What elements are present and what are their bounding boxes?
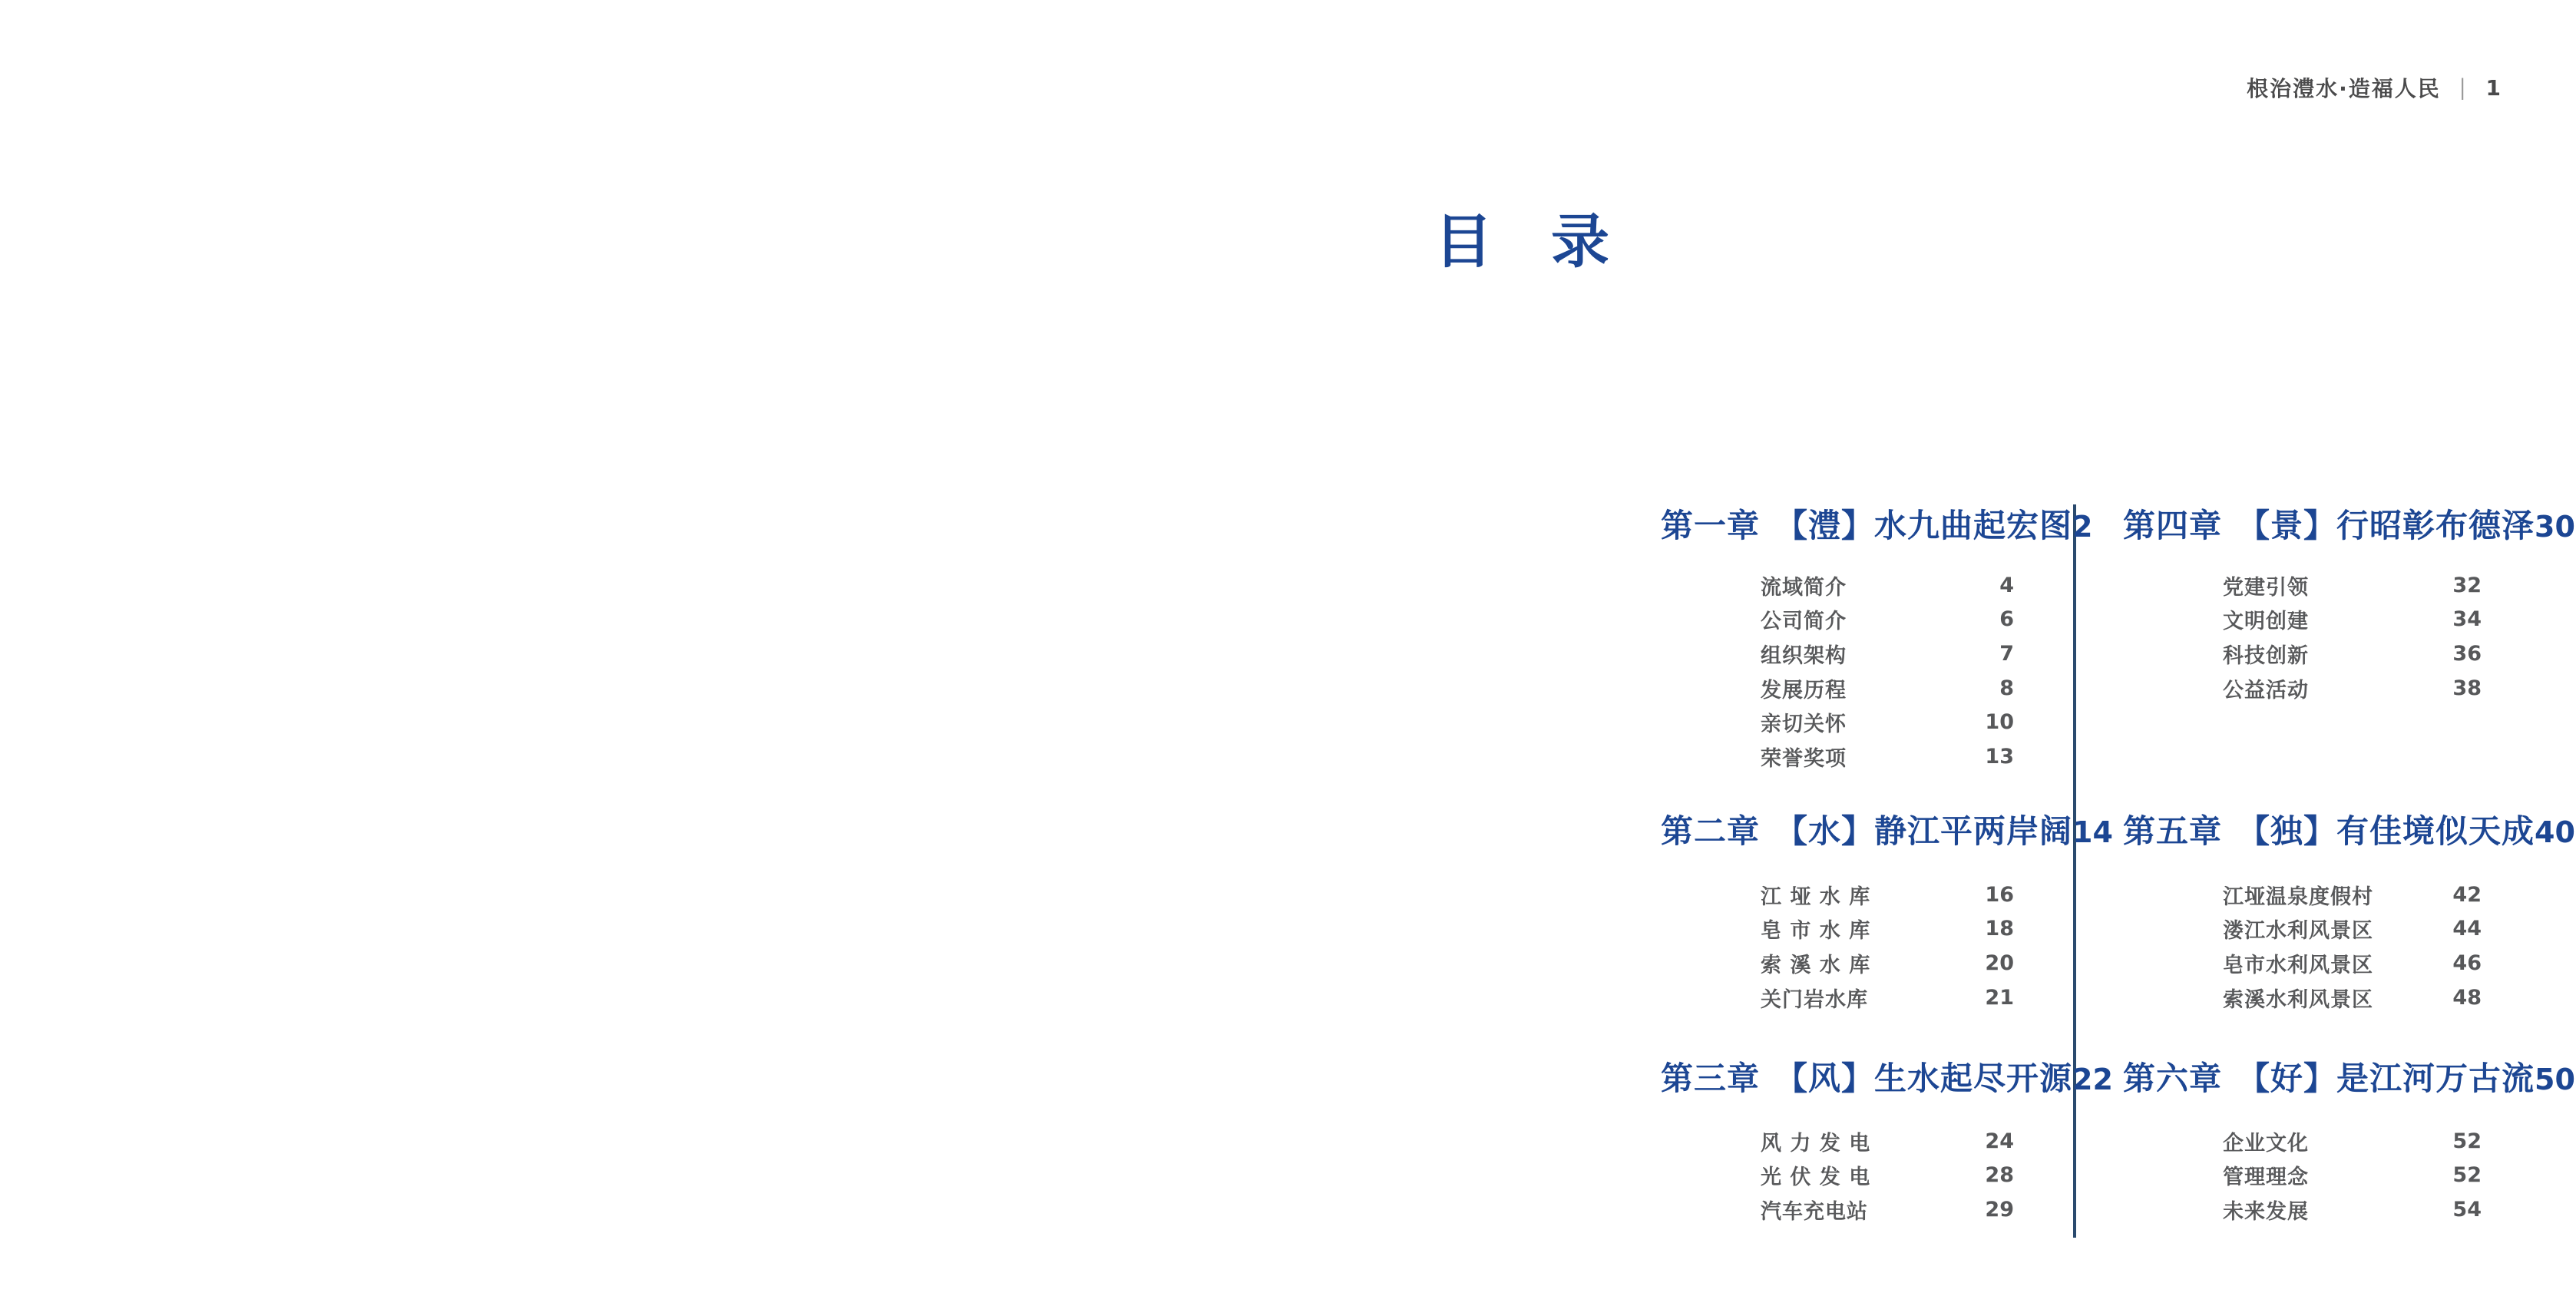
item-page-number: 13 [1985,744,2014,769]
item-label: 公司简介 [1761,610,1847,634]
item-label: 江垭温泉度假村 [2223,884,2373,909]
item-page-number: 8 [1999,676,2014,700]
chapter-label: 第四章 [2123,507,2223,544]
item-label: 溇江水利风景区 [2223,919,2373,944]
chapter-4-items [2223,568,2482,705]
toc-item[interactable] [1761,1192,2014,1227]
chapter-page-number: 2 [2072,510,2093,544]
toc-left-column [1661,501,2113,1268]
toc-item[interactable] [2223,1159,2482,1193]
toc-item[interactable] [2223,946,2482,980]
chapter-1-items [1761,568,2014,774]
item-label: 光 伏 发 电 [1761,1165,1871,1190]
chapter-6-items [2223,1124,2482,1227]
item-page-number: 42 [2452,882,2482,907]
chapter-5-items [2223,878,2482,1014]
toc-item[interactable] [2223,636,2482,671]
chapter-label: 第一章 [1661,507,1761,544]
toc-item[interactable] [2223,1192,2482,1227]
chapter-label: 第二章 [1661,812,1761,850]
toc-item[interactable] [2223,671,2482,706]
item-page-number: 32 [2452,573,2482,597]
header-separator: | [2459,74,2468,101]
item-page-number: 4 [1999,573,2014,597]
toc-item[interactable] [1761,1124,2014,1159]
toc-item[interactable] [1761,980,2014,1015]
item-label: 企业文化 [2223,1131,2309,1156]
chapter-title: 【好】是江河万古流 [2237,1060,2535,1097]
item-page-number: 52 [2452,1163,2482,1188]
item-label: 未来发展 [2223,1199,2309,1224]
chapter-3-items [1761,1124,2014,1227]
toc-right-column [2123,501,2575,1268]
chapter-label: 第六章 [2123,1060,2223,1097]
item-page-number: 36 [2452,641,2482,666]
toc-chapter-heading-3[interactable] [1661,1060,2113,1097]
item-page-number: 44 [2452,917,2482,941]
item-page-number: 6 [1999,607,2014,632]
item-page-number: 28 [1985,1163,2014,1188]
item-page-number: 54 [2452,1197,2482,1222]
item-page-number: 20 [1985,951,2014,975]
item-label: 公益活动 [2223,678,2309,703]
column-divider [2073,504,2076,1238]
chapter-title: 【景】行昭彰布德泽 [2237,507,2535,544]
chapter-title: 【澧】水九曲起宏图 [1775,507,2073,544]
item-page-number: 21 [1985,985,2014,1010]
item-label: 文明创建 [2223,610,2309,634]
item-page-number: 10 [1985,710,2014,735]
item-page-number: 52 [2452,1129,2482,1153]
item-page-number: 34 [2452,607,2482,632]
chapter-page-number: 30 [2535,510,2575,544]
item-label: 流域简介 [1761,575,1847,600]
item-label: 党建引领 [2223,575,2309,600]
toc-item[interactable] [1761,636,2014,671]
header-slogan: 根治澧水·造福人民 [2247,76,2441,101]
chapter-title: 【独】有佳境似天成 [2237,812,2535,850]
toc-item[interactable] [1761,568,2014,603]
toc-chapter-heading-5[interactable] [2123,812,2575,850]
item-page-number: 7 [1999,641,2014,666]
toc-chapter-heading-1[interactable] [1661,507,2093,544]
item-label: 荣誉奖项 [1761,746,1847,771]
toc-item[interactable] [2223,878,2482,912]
item-page-number: 46 [2452,951,2482,975]
item-label: 组织架构 [1761,643,1847,668]
toc-item[interactable] [2223,603,2482,637]
item-label: 索 溪 水 库 [1761,953,1871,977]
chapter-page-number: 22 [2072,1063,2113,1096]
toc-item[interactable] [2223,1124,2482,1159]
toc-item[interactable] [2223,980,2482,1015]
chapter-page-number: 40 [2535,815,2575,849]
toc-item[interactable] [1761,912,2014,947]
item-label: 风 力 发 电 [1761,1131,1871,1156]
toc-item[interactable] [1761,705,2014,739]
item-label: 皂市水利风景区 [2223,953,2373,977]
toc-item[interactable] [1761,946,2014,980]
toc-chapter-heading-6[interactable] [2123,1060,2575,1097]
toc-item[interactable] [1761,671,2014,706]
toc-item[interactable] [1761,603,2014,637]
toc-item[interactable] [1761,739,2014,774]
item-label: 管理理念 [2223,1165,2309,1190]
toc-chapter-heading-2[interactable] [1661,812,2113,850]
item-label: 科技创新 [2223,643,2309,668]
chapter-label: 第三章 [1661,1060,1761,1097]
toc-item[interactable] [1761,1159,2014,1193]
page-header [2247,72,2501,103]
toc-item[interactable] [1761,878,2014,912]
item-page-number: 48 [2452,985,2482,1010]
item-label: 亲切关怀 [1761,713,1847,737]
chapter-label: 第五章 [2123,812,2223,850]
chapter-2-items [1761,878,2014,1014]
item-label: 关门岩水库 [1761,987,1868,1012]
toc-chapter-heading-4[interactable] [2123,507,2575,544]
item-label: 皂 市 水 库 [1761,919,1871,944]
toc-item[interactable] [2223,568,2482,603]
header-page-number: 1 [2485,74,2501,101]
item-page-number: 18 [1985,917,2014,941]
item-label: 发展历程 [1761,678,1847,703]
item-page-number: 24 [1985,1129,2014,1153]
item-label: 江 垭 水 库 [1761,884,1871,909]
item-label: 汽车充电站 [1761,1199,1868,1224]
chapter-title: 【风】生水起尽开源 [1775,1060,2073,1097]
chapter-page-number: 14 [2072,815,2113,849]
item-page-number: 16 [1985,882,2014,907]
item-label: 索溪水利风景区 [2223,987,2373,1012]
item-page-number: 29 [1985,1197,2014,1222]
chapter-page-number: 50 [2535,1063,2575,1096]
toc-page-title: 目 录 [1434,207,1609,276]
chapter-title: 【水】静江平两岸阔 [1775,812,2073,850]
toc-item[interactable] [2223,912,2482,947]
item-page-number: 38 [2452,676,2482,700]
